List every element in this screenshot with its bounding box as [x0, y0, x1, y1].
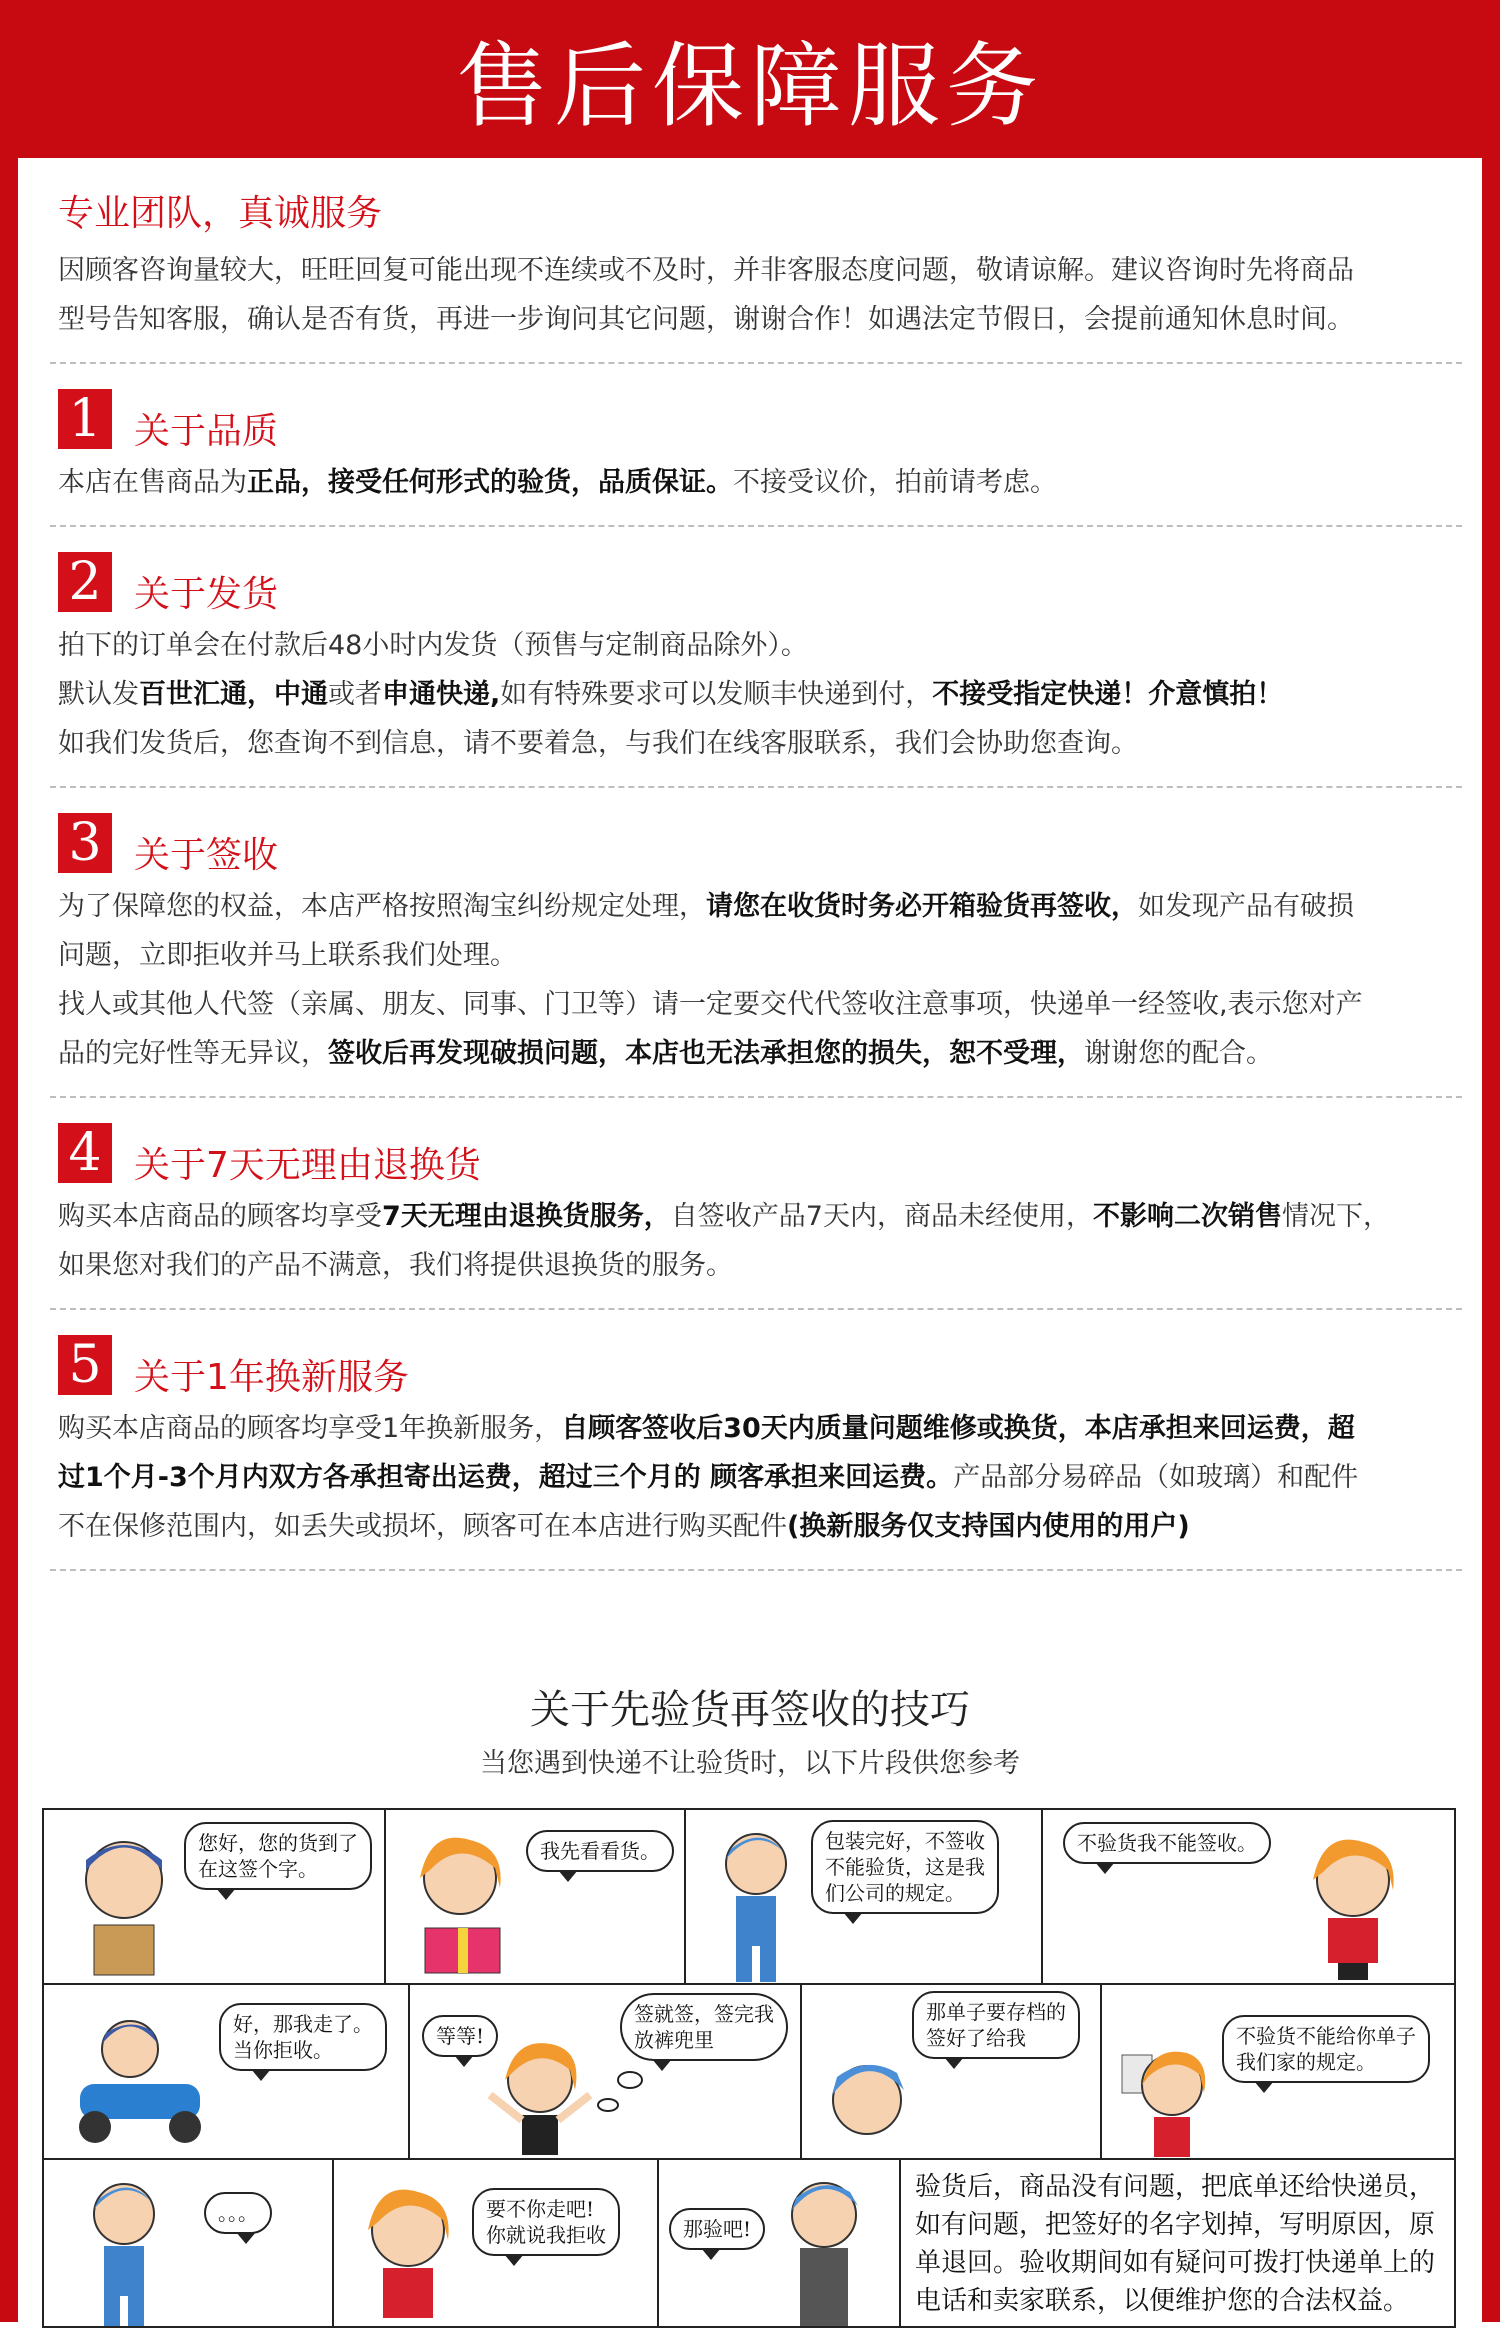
tips-title: 关于先验货再签收的技巧: [530, 1687, 970, 1733]
courier-head-icon: [812, 2045, 922, 2158]
divider: [50, 362, 1462, 364]
courier-suit-icon: [764, 2170, 884, 2326]
section-title: 关于发货: [134, 573, 279, 615]
customer-figure-icon: [348, 2180, 468, 2326]
customer-paper-icon: [1112, 2035, 1222, 2158]
section-returns-header: [58, 1120, 1448, 1186]
comic-row: [44, 1810, 1454, 1985]
page-header: [0, 0, 1500, 158]
comic-row: [44, 1985, 1454, 2160]
speech-bubble: 不验货我不能签收。: [1063, 1822, 1271, 1864]
intro-line-2: 型号告知客服，确认是否有货，再进一步询问其它问题，谢谢合作！如遇法定节假日，会提前通知休息时间。: [58, 304, 1354, 335]
comic-panel: [686, 1810, 1043, 1983]
tips-subtitle: 当您遇到快递不让验货时，以下片段供您参考: [480, 1748, 1020, 1779]
section-title: 关于品质: [134, 410, 279, 452]
section-shipping-line-1: 拍下的订单会在付款后48小时内发货（预售与定制商品除外）。: [58, 630, 808, 661]
section-title: 关于1年换新服务: [134, 1356, 409, 1398]
section-replacement-line-1: 购买本店商品的顾客均享受1年换新服务，自顾客签收后30天内质量问题维修或换货，本店承担来回运费，超: [58, 1413, 1355, 1444]
comic-panel: [44, 1810, 386, 1983]
section-title: 关于签收: [134, 834, 279, 876]
courier-scooter-icon: [60, 2009, 210, 2149]
section-number: 4: [58, 1123, 112, 1183]
thought-dots-icon: [590, 2065, 650, 2125]
section-number: 5: [58, 1335, 112, 1395]
courier-standing-icon: [74, 2174, 174, 2326]
section-returns-line-2: 如果您对我们的产品不满意，我们将提供退换货的服务。: [58, 1250, 733, 1281]
speech-bubble: 不验货不能给你单子 我们家的规定。: [1222, 2015, 1430, 2083]
section-replacement-line-2: 过1个月-3个月内双方各承担寄出运费，超过三个月的 顾客承担来回运费。产品部分易碎品（如玻璃）和配件: [58, 1462, 1359, 1493]
section-title: 关于7天无理由退换货: [134, 1144, 481, 1186]
speech-bubble: 好，那我走了。 当你拒收。: [219, 2003, 387, 2071]
comic-row: [44, 2160, 1454, 2326]
thought-bubble: 签就签，签完我 放裤兜里: [620, 1993, 788, 2061]
customer-figure-icon: [1293, 1830, 1423, 1980]
section-signing-header: [58, 810, 1448, 876]
speech-bubble: 您好，您的货到了 在这签个字。: [184, 1822, 372, 1890]
comic-panel: [802, 1985, 1102, 2158]
comic-panel: [44, 1985, 410, 2158]
section-signing-line-2: 问题，立即拒收并马上联系我们处理。: [58, 940, 517, 971]
section-number: 2: [58, 552, 112, 612]
comic-panel: [44, 2160, 334, 2326]
signing-tips: [18, 1678, 1482, 2316]
section-number: 3: [58, 813, 112, 873]
customer-figure-icon: [400, 1828, 530, 1978]
comic-panel: [901, 2160, 1454, 2326]
intro-title: 专业团队，真诚服务: [58, 193, 383, 234]
section-signing-line-4: 品的完好性等无异议，签收后再发现破损问题，本店也无法承担您的损失，恕不受理，谢谢您的配合。: [58, 1038, 1273, 1069]
section-shipping-line-2: 默认发百世汇通，中通或者申通快递,如有特殊要求可以发顺丰快递到付，不接受指定快递！介意慎拍！: [58, 679, 1284, 710]
comic-panel: [659, 2160, 901, 2326]
section-shipping-header: [58, 549, 1448, 615]
customer-arms-up-icon: [470, 2035, 610, 2158]
section-replacement-header: [58, 1332, 1448, 1398]
divider: [50, 525, 1462, 527]
section-shipping-line-3: 如我们发货后，您查询不到信息，请不要着急，与我们在线客服联系，我们会协助您查询。: [58, 728, 1138, 759]
speech-bubble: 等等!: [422, 2015, 498, 2057]
tips-note: 验货后，商品没有问题，把底单还给快递员，如有问题，把签好的名字划掉，写明原因，原单退回。验收期间如有疑问可拨打快递单上的电话和卖家联系，以便维护您的合法权益。: [915, 2172, 1436, 2316]
divider: [50, 786, 1462, 788]
comic-panel: [410, 1985, 802, 2158]
speech-bubble: 我先看看货。: [526, 1830, 674, 1872]
speech-bubble: 。。。: [204, 2192, 272, 2234]
section-quality-header: [58, 386, 1448, 452]
section-returns-line-1: 购买本店商品的顾客均享受7天无理由退换货服务，自签收产品7天内，商品未经使用，不影响二次销售情况下，: [58, 1201, 1390, 1232]
comic-panel: [1043, 1810, 1454, 1983]
section-quality-text: 本店在售商品为正品，接受任何形式的验货，品质保证。不接受议价，拍前请考虑。: [58, 467, 1057, 498]
speech-bubble: 那单子要存档的 签好了给我: [912, 1991, 1080, 2059]
content-panel: [18, 158, 1482, 2322]
courier-standing-icon: [706, 1824, 806, 1983]
page-title: 售后保障服务: [455, 33, 1044, 140]
divider: [50, 1569, 1462, 1571]
speech-bubble: 包装完好，不签收 不能验货，这是我 们公司的规定。: [811, 1820, 999, 1914]
divider: [50, 1096, 1462, 1098]
comic-strip: [42, 1808, 1456, 2328]
section-signing-line-3: 找人或其他人代签（亲属、朋友、同事、门卫等）请一定要交代代签收注意事项，快递单一经签收,表示您对产: [58, 989, 1363, 1020]
comic-panel: [334, 2160, 659, 2326]
section-number: 1: [58, 389, 112, 449]
courier-figure-icon: [64, 1830, 184, 1980]
comic-panel: [386, 1810, 686, 1983]
section-signing-line-1: 为了保障您的权益，本店严格按照淘宝纠纷规定处理，请您在收货时务必开箱验货再签收，如发现产品有破损: [58, 891, 1354, 922]
intro-line-1: 因顾客咨询量较大，旺旺回复可能出现不连续或不及时，并非客服态度问题，敬请谅解。建议咨询时先将商品: [58, 255, 1354, 286]
speech-bubble: 要不你走吧! 你就说我拒收: [472, 2188, 620, 2256]
service-content: [58, 190, 1448, 1593]
section-replacement-line-3: 不在保修范围内，如丢失或损坏，顾客可在本店进行购买配件(换新服务仅支持国内使用的用户): [58, 1511, 1190, 1542]
speech-bubble: 那验吧!: [669, 2208, 765, 2250]
comic-panel: [1102, 1985, 1454, 2158]
divider: [50, 1308, 1462, 1310]
